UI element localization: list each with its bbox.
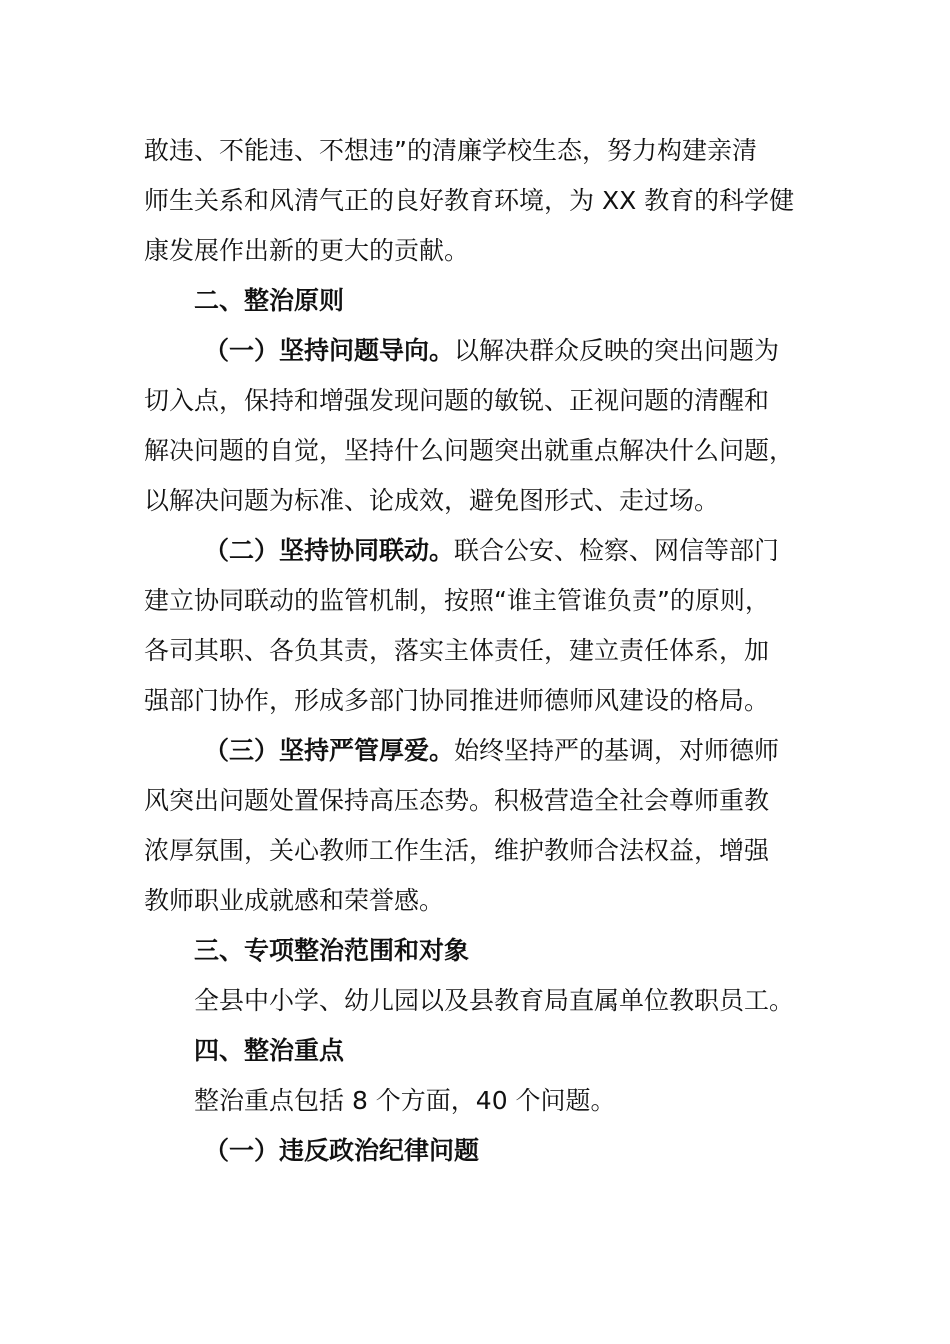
document-line — [144, 526, 808, 576]
line-text: 建立协同联动的监管机制，按照“谁主管谁负责”的原则， — [144, 586, 770, 615]
line-text: 联合公安、检察、网信等部门 — [454, 536, 780, 565]
document-line — [144, 376, 808, 426]
document-line — [144, 1076, 808, 1126]
line-text: 风突出问题处置保持高压态势。积极营造全社会尊师重教 — [144, 786, 770, 815]
line-text: 切入点，保持和增强发现问题的敏锐、正视问题的清醒和 — [144, 386, 770, 415]
bold-lead-text: 四、整治重点 — [194, 1036, 345, 1065]
document-line — [144, 226, 808, 276]
document-line — [144, 276, 808, 326]
bold-lead-text: 三、专项整治范围和对象 — [194, 936, 470, 965]
line-text: 康发展作出新的更大的贡献。 — [144, 236, 470, 265]
line-text: 敢违、不能违、不想违”的清廉学校生态，努力构建亲清 — [144, 136, 757, 165]
document-line — [144, 676, 808, 726]
document-line — [144, 976, 808, 1026]
line-text: 始终坚持严的基调，对师德师 — [454, 736, 780, 765]
bold-lead-text: （二）坚持协同联动。 — [204, 536, 455, 565]
document-line — [144, 826, 808, 876]
document-line — [144, 926, 808, 976]
bold-lead-text: （一）坚持问题导向。 — [204, 336, 455, 365]
bold-lead-text: 二、整治原则 — [194, 286, 345, 315]
document-line — [144, 176, 808, 226]
line-text: 全县中小学、幼儿园以及县教育局直属单位教职员工。 — [194, 986, 795, 1015]
bold-lead-text: （三）坚持严管厚爱。 — [204, 736, 455, 765]
line-text: 师生关系和风清气正的良好教育环境，为 XX 教育的科学健 — [144, 186, 795, 215]
document-line — [144, 1126, 808, 1176]
line-text: 以解决群众反映的突出问题为 — [454, 336, 780, 365]
document-line — [144, 1026, 808, 1076]
line-text: 教师职业成就感和荣誉感。 — [144, 886, 445, 915]
document-line — [144, 726, 808, 776]
line-text: 整治重点包括 8 个方面，40 个问题。 — [194, 1086, 616, 1115]
document-line — [144, 426, 808, 476]
document-line — [144, 776, 808, 826]
document-body — [144, 126, 808, 1176]
document-line — [144, 326, 808, 376]
document-line — [144, 126, 808, 176]
line-text: 以解决问题为标准、论成效，避免图形式、走过场。 — [144, 486, 720, 515]
line-text: 各司其职、各负其责，落实主体责任，建立责任体系，加 — [144, 636, 770, 665]
line-text: 浓厚氛围，关心教师工作生活，维护教师合法权益，增强 — [144, 836, 770, 865]
bold-lead-text: （一）违反政治纪律问题 — [204, 1136, 480, 1165]
document-line — [144, 626, 808, 676]
document-line — [144, 876, 808, 926]
document-line — [144, 576, 808, 626]
line-text: 解决问题的自觉，坚持什么问题突出就重点解决什么问题， — [144, 436, 795, 465]
line-text: 强部门协作，形成多部门协同推进师德师风建设的格局。 — [144, 686, 770, 715]
document-line — [144, 476, 808, 526]
